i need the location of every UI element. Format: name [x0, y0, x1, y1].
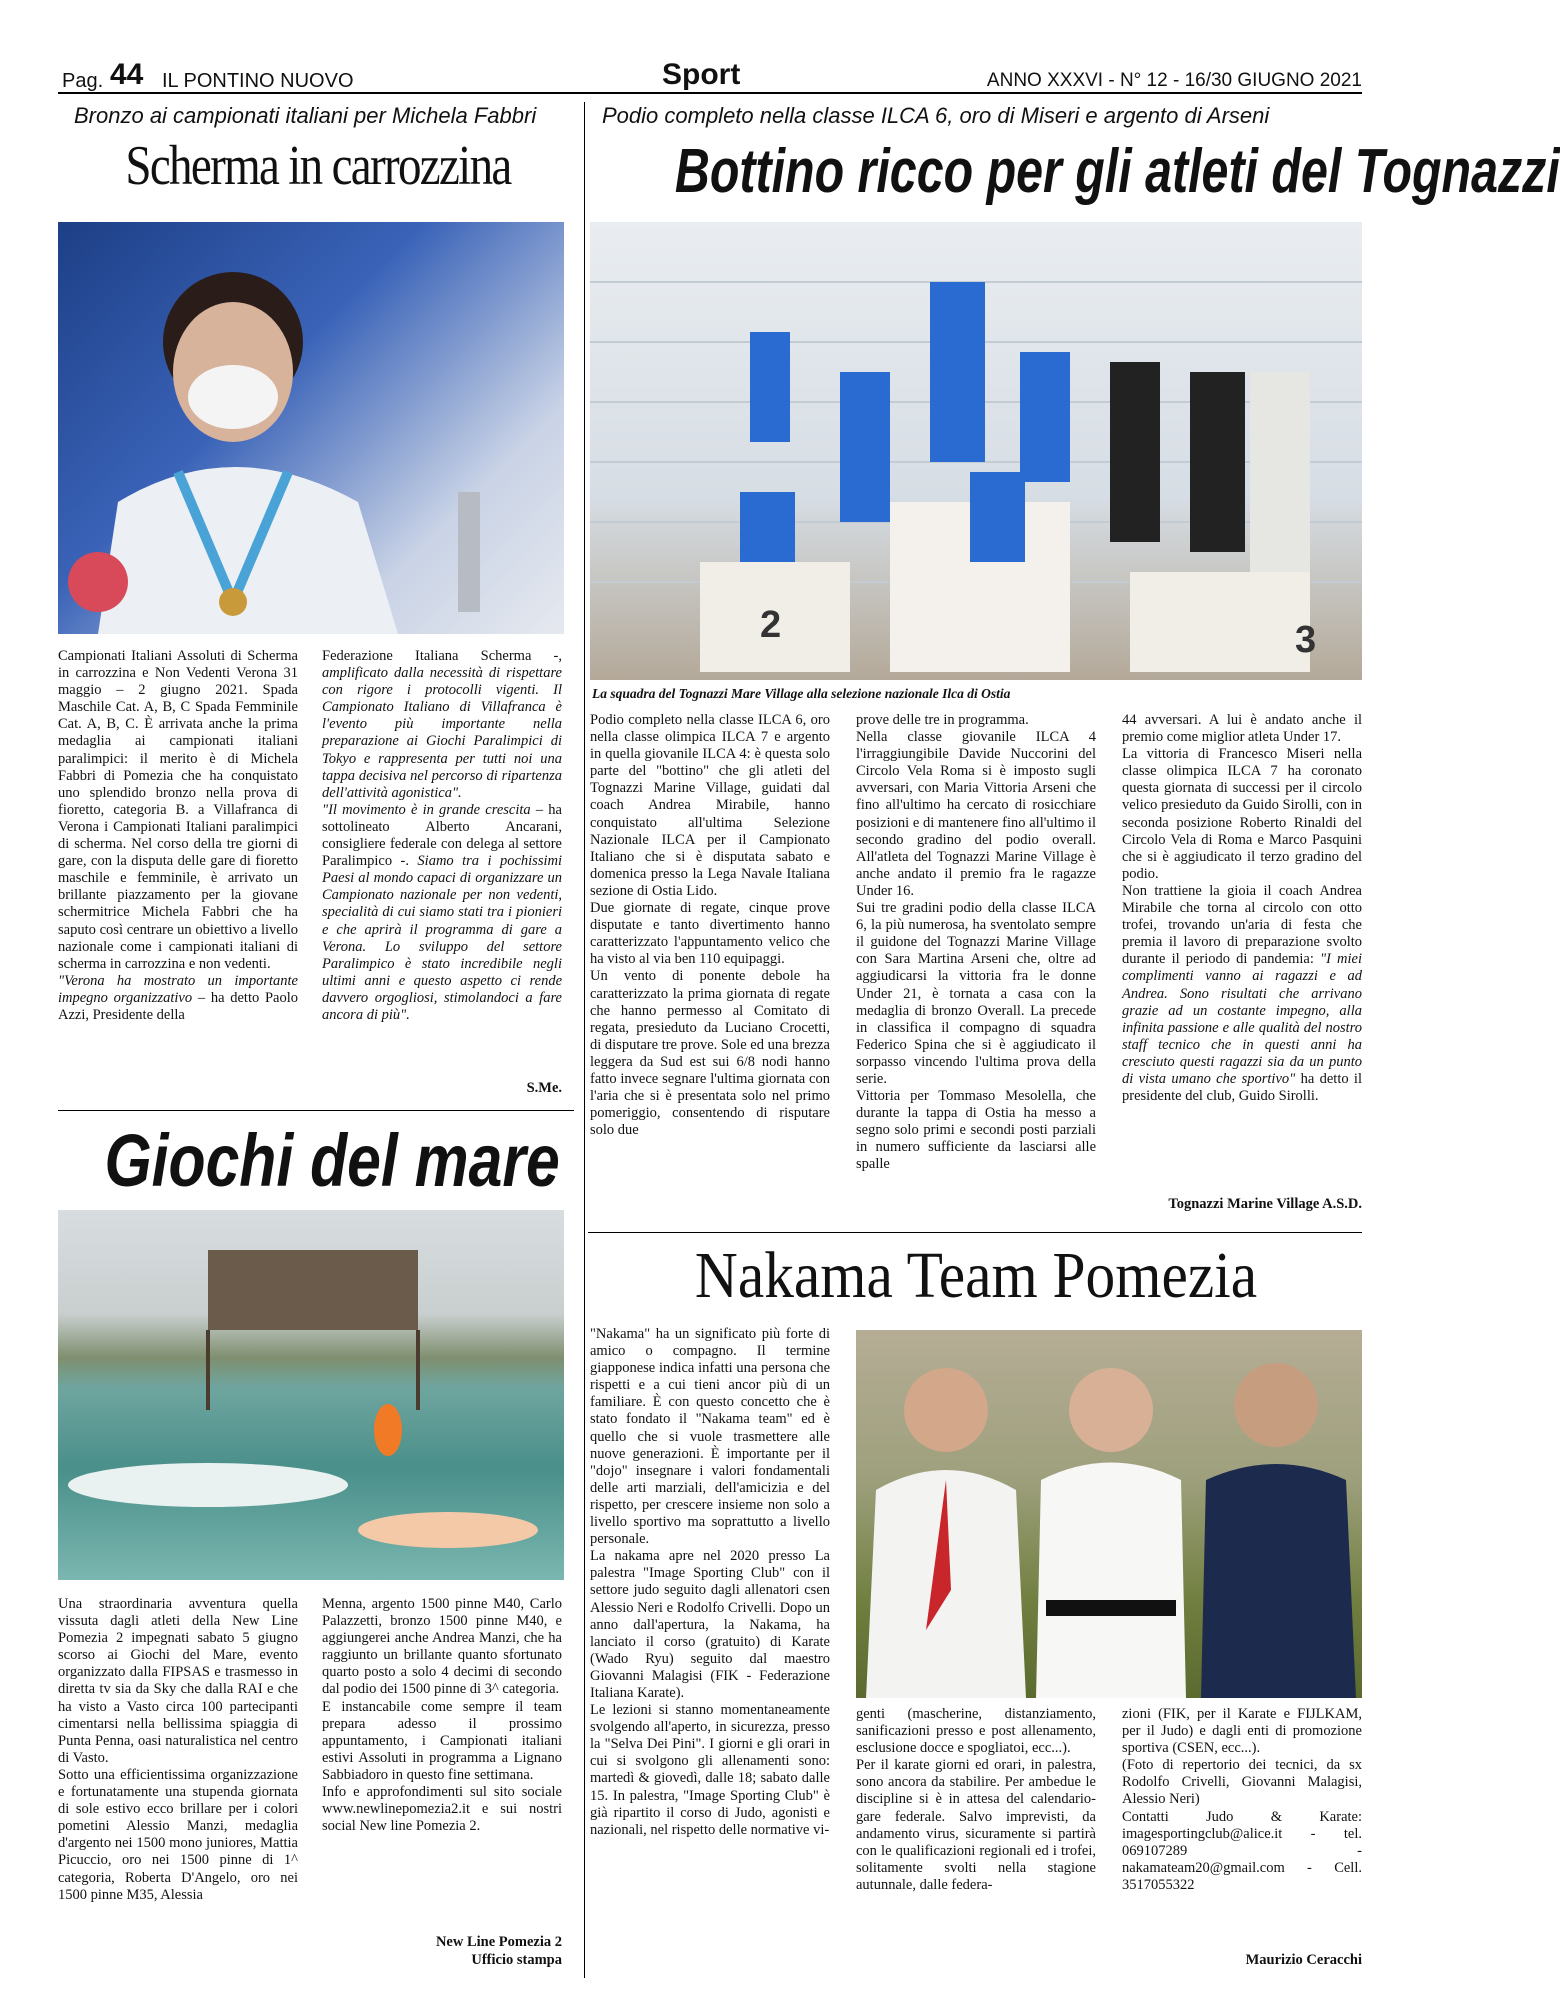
- tognazzi-caption: La squadra del Tognazzi Mare Village alla selezione nazionale Ilca di Ostia: [592, 686, 1011, 701]
- nakama-title: Nakama Team Pomezia: [694, 1239, 1258, 1312]
- scherma-col1-quote: "Verona ha mostrato un importante impegno organizzativo: [58, 972, 298, 1006]
- header-rule: [58, 92, 1362, 94]
- giochi-col1-text: Una straordinaria avventura quella vissuta dagli atleti della New Line Pomezia 2 impegnati sabato 5 giugno scorso ai Giochi del Mare, evento organizzato dalla FIPSAS e trasmesso in diretta tv sia da Sky che dalla RAI e che ha visto a Vasto circa 100 partecipanti cimentarsi nella bellissima spiaggia di Punta Penna, oasi naturalistica nel centro di Vasto.: [58, 1596, 298, 1766]
- section-name: Sport: [662, 58, 741, 91]
- tognazzi-col1c-text: Un vento di ponente debole ha caratterizzato la prima giornata di regate che hanno permesso al Comitato di regata, presieduto da Luciano Crocetti, di disputare tre prove. Sole ed una brezza leggera da Sud est sui 6/8 nodi hanno fatto invece segnare l'ultima giornata con l'aria che si è presentata solo nel primo pomeriggio, consentendo di risputare solo due: [590, 968, 830, 1139]
- tognazzi-text-col3: [1122, 712, 1362, 1190]
- nakama-text-col2: [856, 1706, 1096, 1972]
- nakama-signature: Maurizio Ceracchi: [1245, 1952, 1362, 1968]
- swimmers-illustration: [58, 1210, 564, 1580]
- giochi-col2-text: Menna, argento 1500 pinne M40, Carlo Palazzetti, bronzo 1500 pinne M40, e aggiungerei anche Andrea Manzi, che ha raggiunto un brillante quanto sfortunato quarto posto a solo 4 decimi di secondo dal podio dei 1500 pinne di 3^ categoria.: [322, 1596, 562, 1698]
- page-number: 44: [110, 58, 144, 91]
- nakama-col2b-text: Per il karate giorni ed orari, in palestra, sono ancora da stabilire. Per ambedue le discipline si è in attesa del calendario-gare federale. Salvo imprevisti, da andamento virus, sicuramente si partirà con le qualificazioni regionali ed i trofei, solitamente svolti nella stagione autunnale, dalle federa-: [856, 1757, 1096, 1893]
- scherma-col2-quote1: amplificato dalla necessità di rispettare con rigore i protocolli vigenti. Il Campionato Italiano di Villafranca è l'evento più importante nella preparazione ai Giochi Paralimpici di Tokyo e rappresenta per tutti noi una tappa decisiva nel percorso di ripartenza dell'attività agonistica".: [322, 665, 562, 801]
- tognazzi-col2b-text: Nella classe giovanile ILCA 4 l'irraggiungibile Davide Nuccorini del Circolo Vela Roma si è imposto sugli avversari, con Maria Vittoria Arseni che fino all'ultimo ha cercato di rosicchiare posizioni e di mantenere fino all'ultimo il secondo gradino del podio overall. All'atleta del Tognazzi Marine Village è anche andato il premio fra le ragazze Under 16.: [856, 729, 1096, 899]
- scherma-col2-quote2: "Il movimento è in grande crescita: [322, 801, 531, 818]
- scherma-photo: [58, 222, 564, 634]
- svg-text:3: 3: [1295, 619, 1317, 661]
- tognazzi-col1b-text: Due giornate di regate, cinque prove disputate e tanto divertimento hanno caratterizzato l'appuntamento velico che ha visto al via ben 110 equipaggi.: [590, 900, 830, 968]
- masthead: [62, 58, 1362, 92]
- tognazzi-col3-text: 44 avversari. A lui è andato anche il premio come miglior atleta Under 17.: [1122, 712, 1362, 746]
- scherma-col1-text: Campionati Italiani Assoluti di Scherma in carrozzina e Non Vedenti Verona 31 maggio – 2 giugno 2021. Spada Maschile Cat. A, B, C Spada Femminile Cat. A, B, C. È arrivata anche la prima medaglia ai campionati italiani paralimpici: il merito è di Michela Fabbri di Pomezia che ha conquistato uno splendido bronzo nella prova di fioretto, categoria B. a Villafranca di Verona i Campionati Italiani paralimpici di scherma. Nel corso della tre giorni di gare, con la disputa delle gare di fioretto maschile e femminile, è arrivato un brillante piazzamento per la giovane schermitrice Michela Fabbri che ha saputo così centrare un obiettivo a livello nazionale come i campionati italiani di scherma in carrozzina e non vedenti.: [58, 648, 298, 972]
- nakama-text-col3: [1122, 1706, 1362, 1948]
- giochi-text-col2: [322, 1596, 562, 1926]
- page-label: Pag.: [62, 70, 104, 92]
- paper-name: IL PONTINO NUOVO: [162, 70, 354, 92]
- scherma-signature: S.Me.: [526, 1080, 562, 1096]
- tognazzi-kicker: Podio completo nella classe ILCA 6, oro di Miseri e argento di Arseni: [602, 103, 1270, 128]
- scherma-text-col1: [58, 648, 298, 1104]
- nakama-col1-text: "Nakama" ha un significato più forte di amico o compagno. Il termine giapponese indica infatti una persona che rispetti e a cui tieni ancor più di un familiare. È con questo concetto che è stato fondato il "Nakama team" ed è quello che si vuole trasmettere alle nuove generazioni. È importante per il "dojo" insegnare i valori fondamentali delle arti marziali, dell'amicizia e del rispetto, per crescere insieme non solo a livello sportivo ma soprattutto a livello personale.: [590, 1326, 830, 1548]
- podium-illustration: [590, 222, 1362, 680]
- scherma-bottom-rule: [58, 1110, 574, 1111]
- tognazzi-col1-text: Podio completo nella classe ILCA 6, oro nella classe olimpica ILCA 7 e argento in quella giovanile ILCA 4: è questa solo parte del "bottino" che gli atleti del Tognazzi Marine Village, guidati dal coach Andrea Mirabile, hanno conquistato all'ultima Selezione Nazionale ILCA per il Campionato Italiano che si è disputata sabato e domenica presso la Lega Navale Italiana sezione di Ostia Lido.: [590, 712, 830, 899]
- nakama-photo: [856, 1330, 1362, 1698]
- tognazzi-text-col2: [856, 712, 1096, 1214]
- tognazzi-col3-quote: "I miei complimenti vanno ai ragazzi e ad Andrea. Sono risultati che arrivano grazie ad un costante impegno, alla infinita passione e alle qualità del nostro staff tecnico che in questi anni ha cresciuto questi ragazzi sia da un punto di vista umano che sportivo": [1122, 951, 1362, 1087]
- issue-info: ANNO XXXVI - N° 12 - 16/30 GIUGNO 2021: [986, 70, 1362, 91]
- scherma-kicker: Bronzo ai campionati italiani per Michela Fabbri: [74, 103, 537, 128]
- tognazzi-col3-tail: ha detto il presidente del club, Guido Sirolli.: [1122, 1070, 1362, 1105]
- nakama-col1c-text: Le lezioni si stanno momentaneamente svolgendo all'aperto, in sicurezza, presso la "Selva Dei Pini". I giorni e gli orari in cui si svolgono gli allenamenti sono: martedì & giovedì, dalle 18; sabato dalle 15. In palestra, "Image Sporting Club" è già ripartito il corso di Judo, agonisti e nazionali, nel rispetto delle normative vi-: [590, 1702, 830, 1838]
- giochi-signature-1: New Line Pomezia 2: [435, 1934, 562, 1950]
- column-divider: [584, 102, 585, 1978]
- giochi-col2c-text: Info e approfondimenti sul sito sociale www.newlinepomezia2.it e sui nostri social New line Pomezia 2.: [322, 1784, 562, 1835]
- giochi-text-col1: [58, 1596, 298, 1970]
- giochi-col1b-text: Sotto una efficientissima organizzazione e fortunatamente una stupenda giornata di sole estivo ecco brillare per i colori pometini Alessio Manzi, medaglia d'argento nei 1500 mono juniores, Mattia Picuccio, oro nei 1500 pinne di 1^ categoria, Roberta D'Angelo, oro nei 1500 pinne M35, Alessia: [58, 1766, 298, 1903]
- tognazzi-signature: Tognazzi Marine Village A.S.D.: [1168, 1196, 1362, 1212]
- fencer-illustration: [58, 222, 564, 634]
- scherma-col2-lead: Federazione Italiana Scherma -,: [322, 648, 562, 664]
- tognazzi-col3b-text: La vittoria di Francesco Miseri nella classe olimpica ILCA 7 ha coronato questa giornata di successi per il circolo velico presieduto da Guido Sirolli, con in seconda posizione Roberto Rinaldi del Circolo Vela di Roma e Marco Pasquini che si è aggiudicato il terzo gradino del podio.: [1122, 746, 1362, 882]
- scherma-col2-quote3: Siamo tra i pochissimi Paesi al mondo capaci di organizzare un Campionato nazionale per non vedenti, specialità di cui siamo stati tra i pionieri e che aprirà il programma di gare a Verona. Lo sviluppo del settore Paralimpico è stato incredibile negli ultimi anni e questo aspetto ci rende davvero orgogliosi, stimolandoci a fare ancora di più".: [322, 853, 562, 1023]
- nakama-col3-text: zioni (FIK, per il Karate e FIJLKAM, per il Judo) e dagli enti di promozione sportiva (CSEN, ecc...).: [1122, 1706, 1362, 1757]
- giochi-photo: [58, 1210, 564, 1580]
- nakama-col3b-text: (Foto di repertorio dei tecnici, da sx Rodolfo Crivelli, Giovanni Malagisi, Alessio Neri): [1122, 1757, 1362, 1808]
- scherma-title: Scherma in carrozzina: [125, 135, 511, 197]
- nakama-text-col1: [590, 1326, 830, 1972]
- tognazzi-title: Bottino ricco per gli atleti del Tognazzi: [674, 137, 1560, 206]
- nakama-col3c-text: Contatti Judo & Karate: imagesportingclub@alice.it - tel. 069107289 - nakamateam20@gmail.com - Cell. 3517055322: [1122, 1808, 1362, 1893]
- svg-text:2: 2: [760, 604, 782, 646]
- scherma-text-col2: [322, 648, 562, 1094]
- giochi-title: Giochi del mare: [104, 1119, 560, 1202]
- nakama-col2-text: genti (mascherine, distanziamento, sanificazioni presso e post allenamento, esclusione docce e spogliatoi, ecc...).: [856, 1706, 1096, 1757]
- scherma-col1-tail: – ha detto Paolo Azzi, Presidente della: [58, 989, 298, 1023]
- giochi-signature-2: Ufficio stampa: [471, 1952, 562, 1968]
- giochi-col2b-text: E instancabile come sempre il team prepara adesso il prossimo appuntamento, i Campionati italiani estivi Assoluti in programma a Lignano Sabbiadoro in questo fine settimana.: [322, 1698, 562, 1783]
- tognazzi-col2c-text: Sui tre gradini podio della classe ILCA 6, la più numerosa, ha sventolato sempre il guidone del Tognazzi Marine Village con Sara Martina Arseni che, oltre ad aggiudicarsi la vittoria fra le donne Under 21, è tornata a casa con la medaglia di bronzo Overall. La precede in classifica il compagno di squadra Federico Spina che si è aggiudicato il sorpasso vincendo l'ultima prova della serie.: [856, 900, 1096, 1087]
- scherma-col2-mid: – ha sottolineato Alberto Ancarani, consigliere federale con delega al settore Paralimpico -.: [322, 801, 562, 870]
- tognazzi-bottom-rule: [588, 1232, 1362, 1233]
- trainers-illustration: [856, 1330, 1362, 1698]
- tognazzi-col2d-text: Vittoria per Tommaso Mesolella, che durante la tappa di Ostia ha messo a segno solo primi e secondi posti parziali in numero sufficiente da lasciarsi alle spalle: [856, 1088, 1096, 1173]
- nakama-col1b-text: La nakama apre nel 2020 presso La palestra "Image Sporting Club" con il settore judo seguito dagli allenatori csen Alessio Neri e Rodolfo Crivelli. Dopo un anno dall'apertura, la Nakama, ha lanciato il corso (gratuito) di Karate (Wado Ryu) seguito dal maestro Giovanni Malagisi (FIK - Federazione Italiana Karate).: [590, 1548, 830, 1701]
- tognazzi-col2-text: prove delle tre in programma.: [856, 712, 1029, 728]
- tognazzi-text-col1: [590, 712, 830, 1214]
- tognazzi-col3c-text: Non trattiene la gioia il coach Andrea Mirabile che torna al circolo con otto trofei, trovando un'aria di festa che premia il lavoro di preparazione svolto durante il periodo di pandemia:: [1122, 882, 1362, 968]
- tognazzi-photo: [590, 222, 1362, 680]
